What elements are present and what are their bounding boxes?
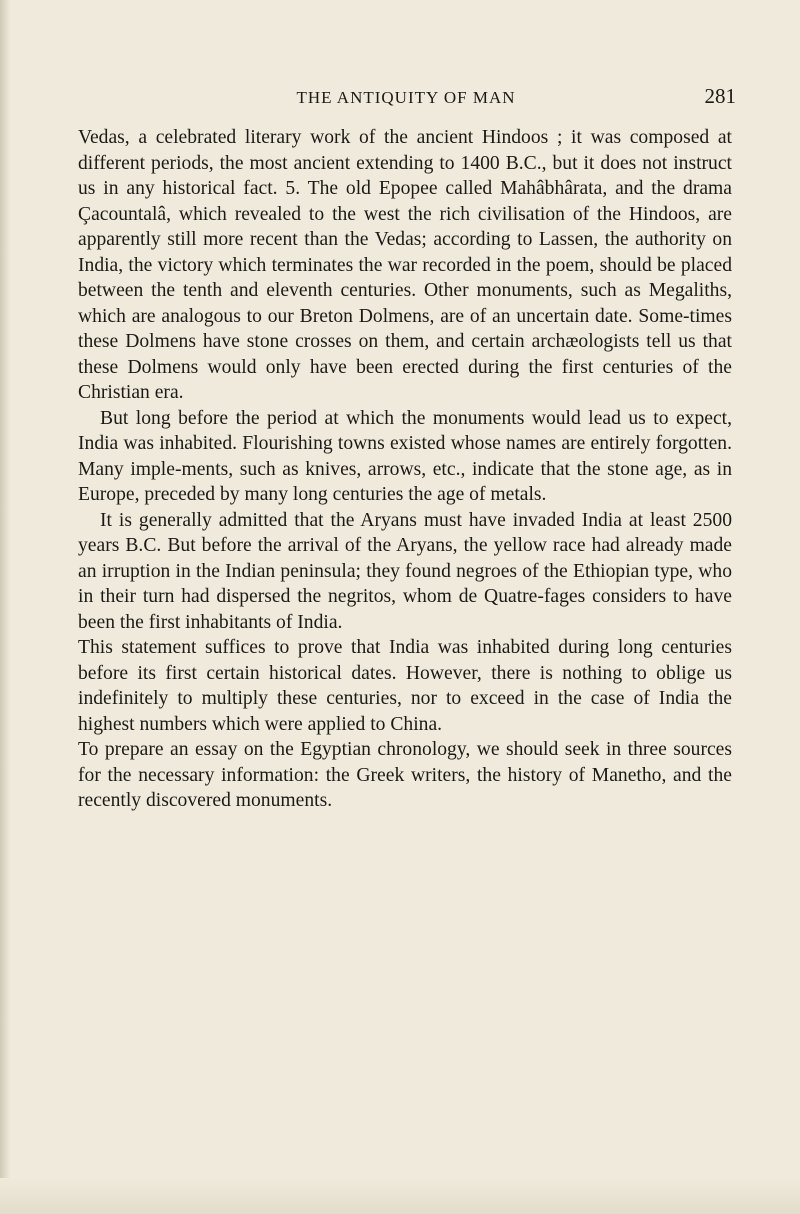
paragraph-3: It is generally admitted that the Aryans must have invaded India at least 2500 years B.C. But before the arrival of the Aryans, the yellow race had already made an irruption in the Indian peninsula; they found negroes of the Ethiopian type, who in their turn had dispersed the negritos, whom de Quatre-fages considers to have been the first inhabitants of India. [78, 509, 732, 633]
page-header [76, 84, 736, 114]
running-head: THE ANTIQUITY OF MAN [296, 88, 516, 107]
paragraph-4: This statement suffices to prove that India was inhabited during long centuries before its first certain historical dates. However, there is nothing to oblige us indefinitely to multiply these centuries, nor to exceed in the case of India the highest numbers which were applied to China. [78, 637, 732, 735]
page-number: 281 [704, 84, 736, 108]
paragraph-5: To prepare an essay on the Egyptian chronology, we should seek in three sources for the necessary information: the Greek writers, the history of Manetho, and the recently discovered monuments. [78, 739, 732, 811]
page-bottom-edge [0, 1178, 800, 1214]
page-edge [0, 0, 10, 1214]
body-text [78, 125, 732, 814]
paragraph-2: But long before the period at which the monuments would lead us to expect, India was inhabited. Flourishing towns existed whose names are entirely forgotten. Many imple-ments, such as knives, arrows, etc., indicate that the stone age, as in Europe, preceded by many long centuries the age of metals. [78, 407, 732, 505]
paragraph-1: Vedas, a celebrated literary work of the ancient Hindoos ; it was composed at different periods, the most ancient extending to 1400 B.C., but it does not instruct us in any historical fact. 5. The old Epopee called Mahâbhârata, and the drama Çacountalâ, which revealed to the west the rich civilisation of the Hindoos, are apparently still more recent than the Vedas; according to Lassen, the authority on India, the victory which terminates the war recorded in the poem, should be placed between the tenth and eleventh centuries. Other monuments, such as Megaliths, which are analogous to our Breton Dolmens, are of an uncertain date. Some-times these Dolmens have stone crosses on them, and certain archæologists tell us that these Dolmens would only have been erected during the first centuries of the Christian era. [78, 127, 732, 403]
